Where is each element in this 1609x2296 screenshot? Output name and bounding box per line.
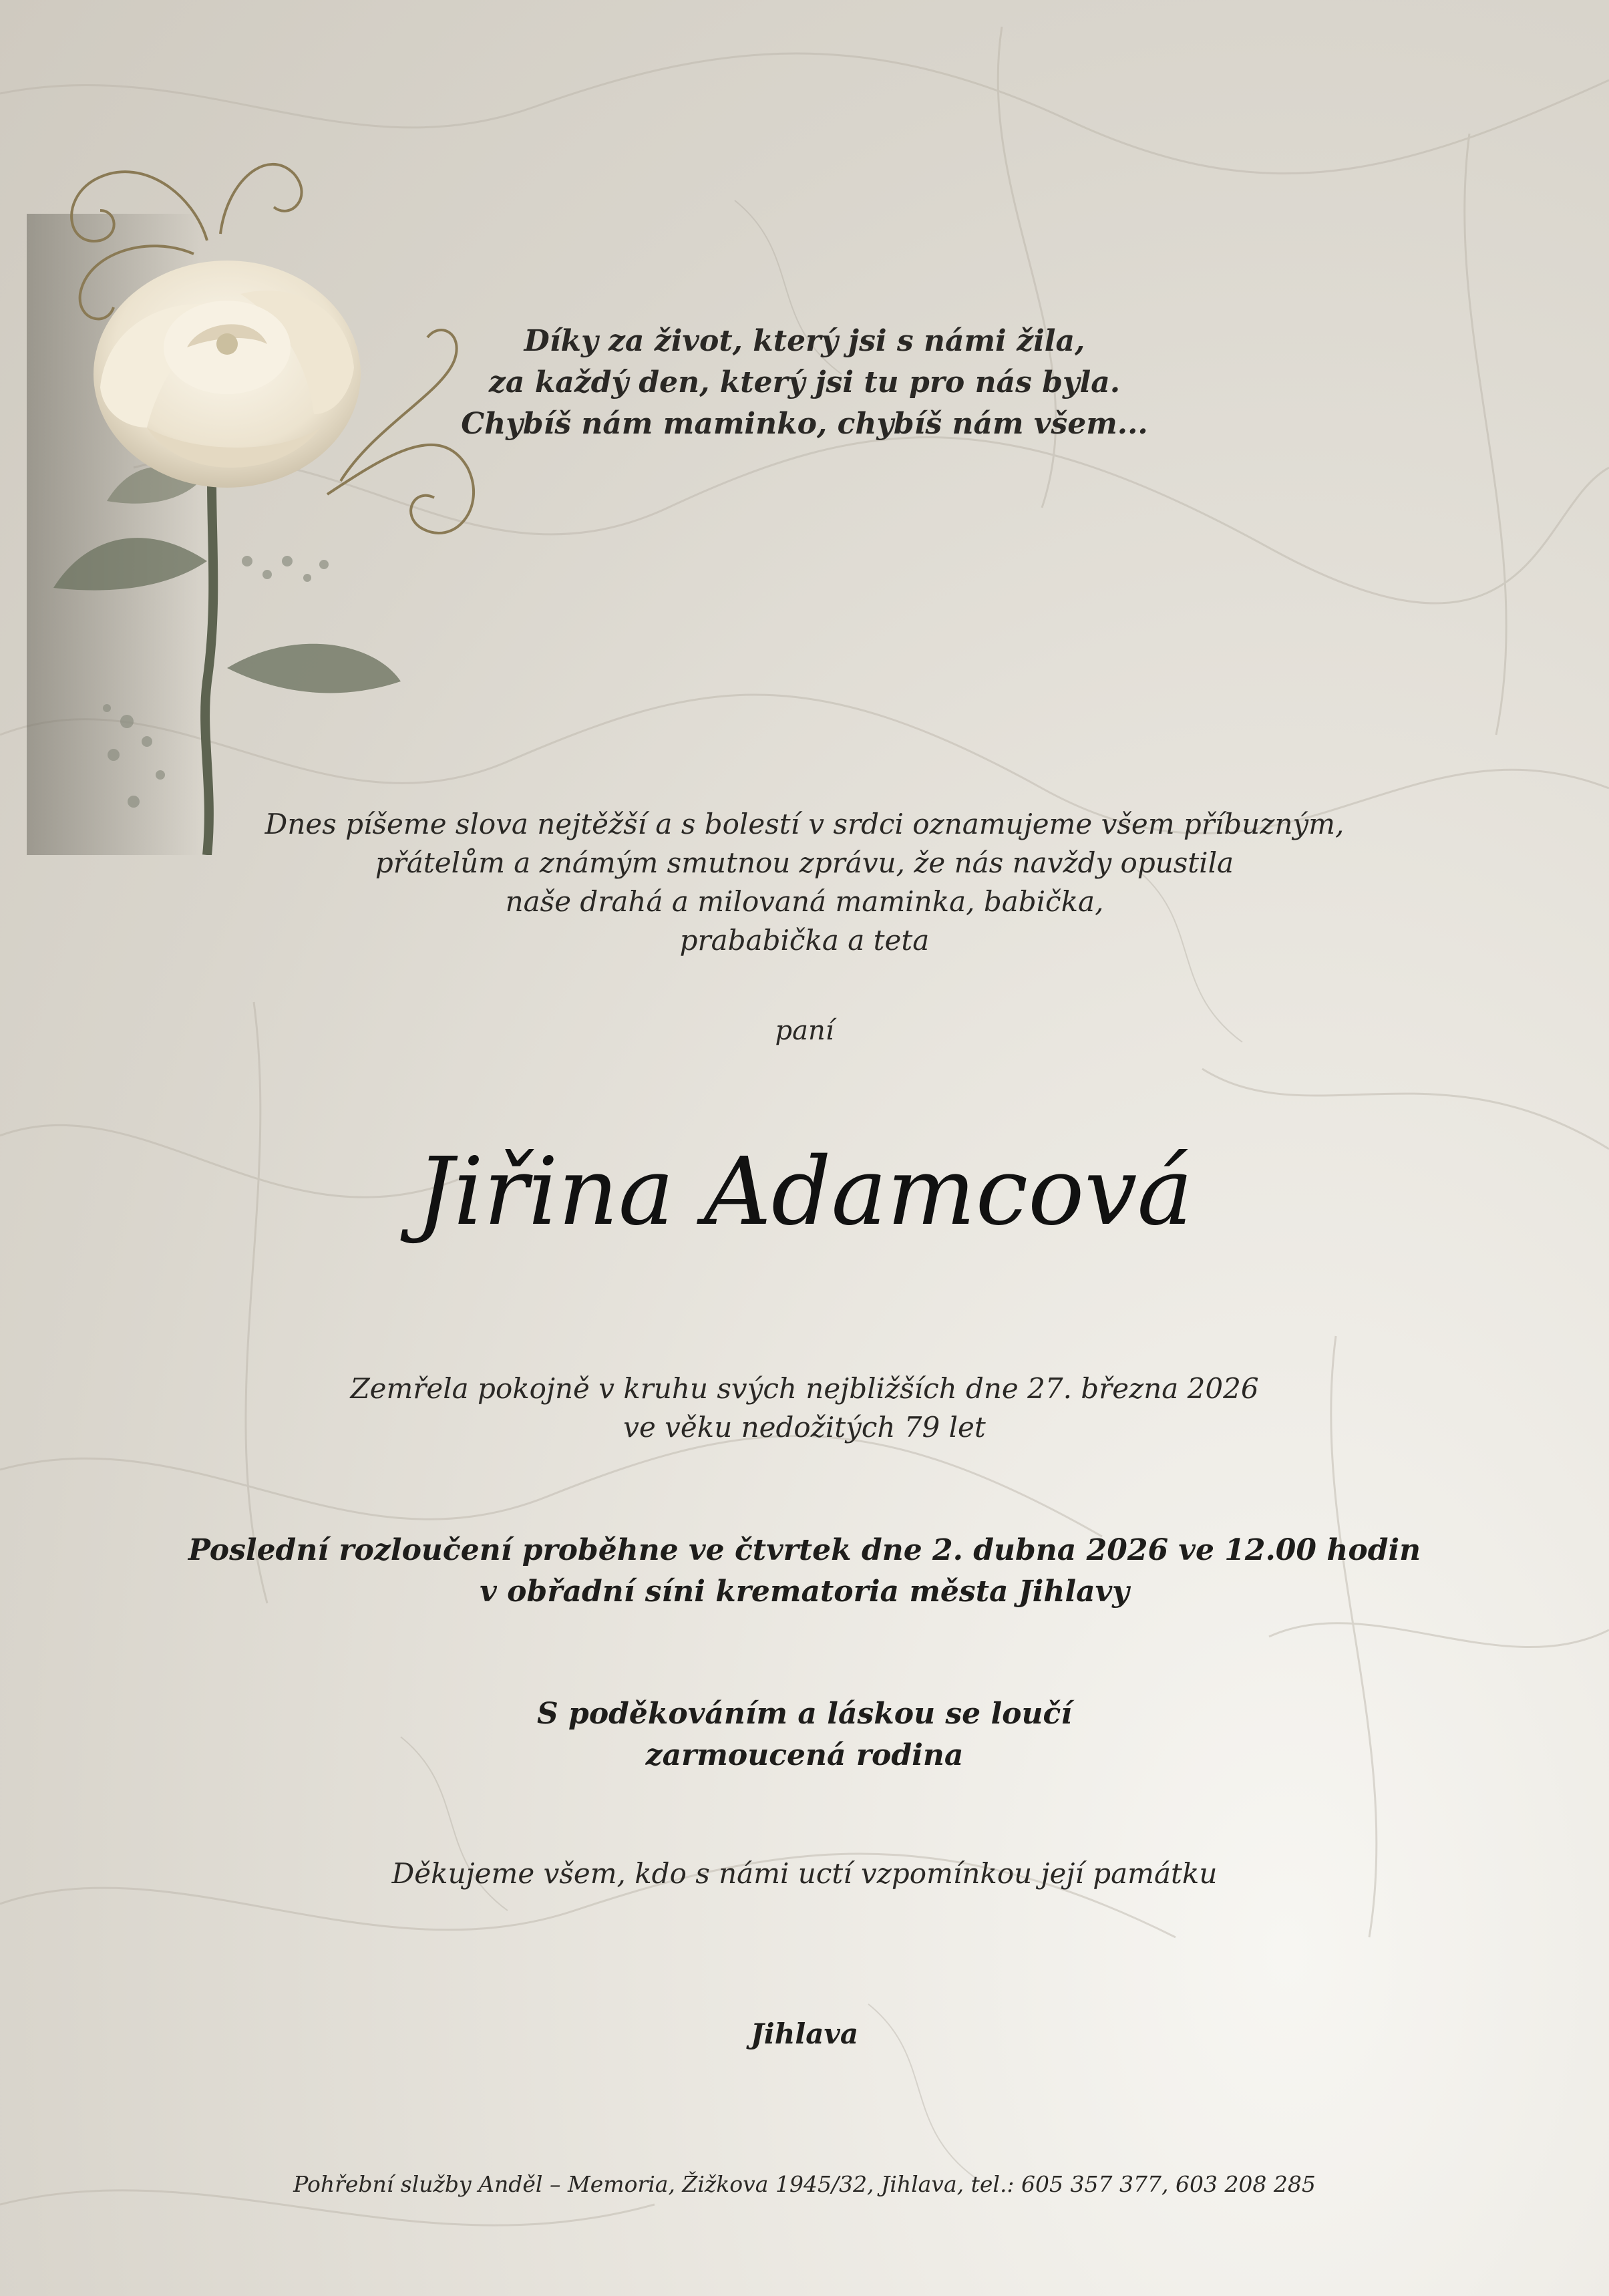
memorial-verse-line: Chybíš nám maminko, chybíš nám všem...: [461, 407, 1148, 441]
family-signature: [0, 1693, 1609, 1776]
place-text: Jihlava: [750, 2017, 859, 2050]
footer-text: Pohřební služby Anděl – Memoria, Žižkova 1945/32, Jihlava, tel.: 605 357 377, 603 208 285: [293, 2171, 1316, 2197]
death-info-line: Zemřela pokojně v kruhu svých nejbližších dne 27. března 2026: [350, 1372, 1259, 1405]
funeral-info: [0, 1530, 1609, 1613]
family-signature-line: zarmoucená rodina: [645, 1738, 964, 1772]
honorific: [0, 1015, 1609, 1046]
family-signature-line: S poděkováním a láskou se loučí: [536, 1697, 1073, 1731]
funeral-info-line: Poslední rozloučení proběhne ve čtvrtek dne 2. dubna 2026 ve 12.00 hodin: [188, 1533, 1421, 1567]
memorial-verse: [0, 321, 1609, 445]
memorial-verse-line: za každý den, který jsi tu pro nás byla.: [488, 365, 1121, 399]
rose-illustration: [27, 80, 508, 855]
announcement-line: přátelům a známým smutnou zprávu, že nás navždy opustila: [375, 846, 1234, 879]
deceased-name-text: Jiřina Adamcová: [416, 1138, 1193, 1247]
place-name: [0, 2017, 1609, 2050]
funeral-info-line: v obřadní síni krematoria města Jihlavy: [480, 1575, 1129, 1609]
honorific-text: paní: [775, 1015, 834, 1046]
deceased-name: [0, 1136, 1609, 1249]
memorial-verse-line: Díky za život, který jsi s námi žila,: [524, 324, 1085, 358]
announcement-line: Dnes píšeme slova nejtěžší a s bolestí v srdci oznamujeme všem příbuzným,: [264, 808, 1345, 840]
thanks-text: Děkujeme všem, kdo s námi uctí vzpomínkou její památku: [391, 1857, 1218, 1890]
death-info: [0, 1369, 1609, 1447]
announcement-line: naše drahá a milovaná maminka, babička,: [505, 885, 1104, 918]
announcement-line: prababička a teta: [679, 924, 930, 957]
thanks-line: [0, 1857, 1609, 1890]
announcement-text: [0, 805, 1609, 960]
funeral-service-footer: [0, 2171, 1609, 2197]
death-info-line: ve věku nedožitých 79 let: [623, 1411, 986, 1444]
